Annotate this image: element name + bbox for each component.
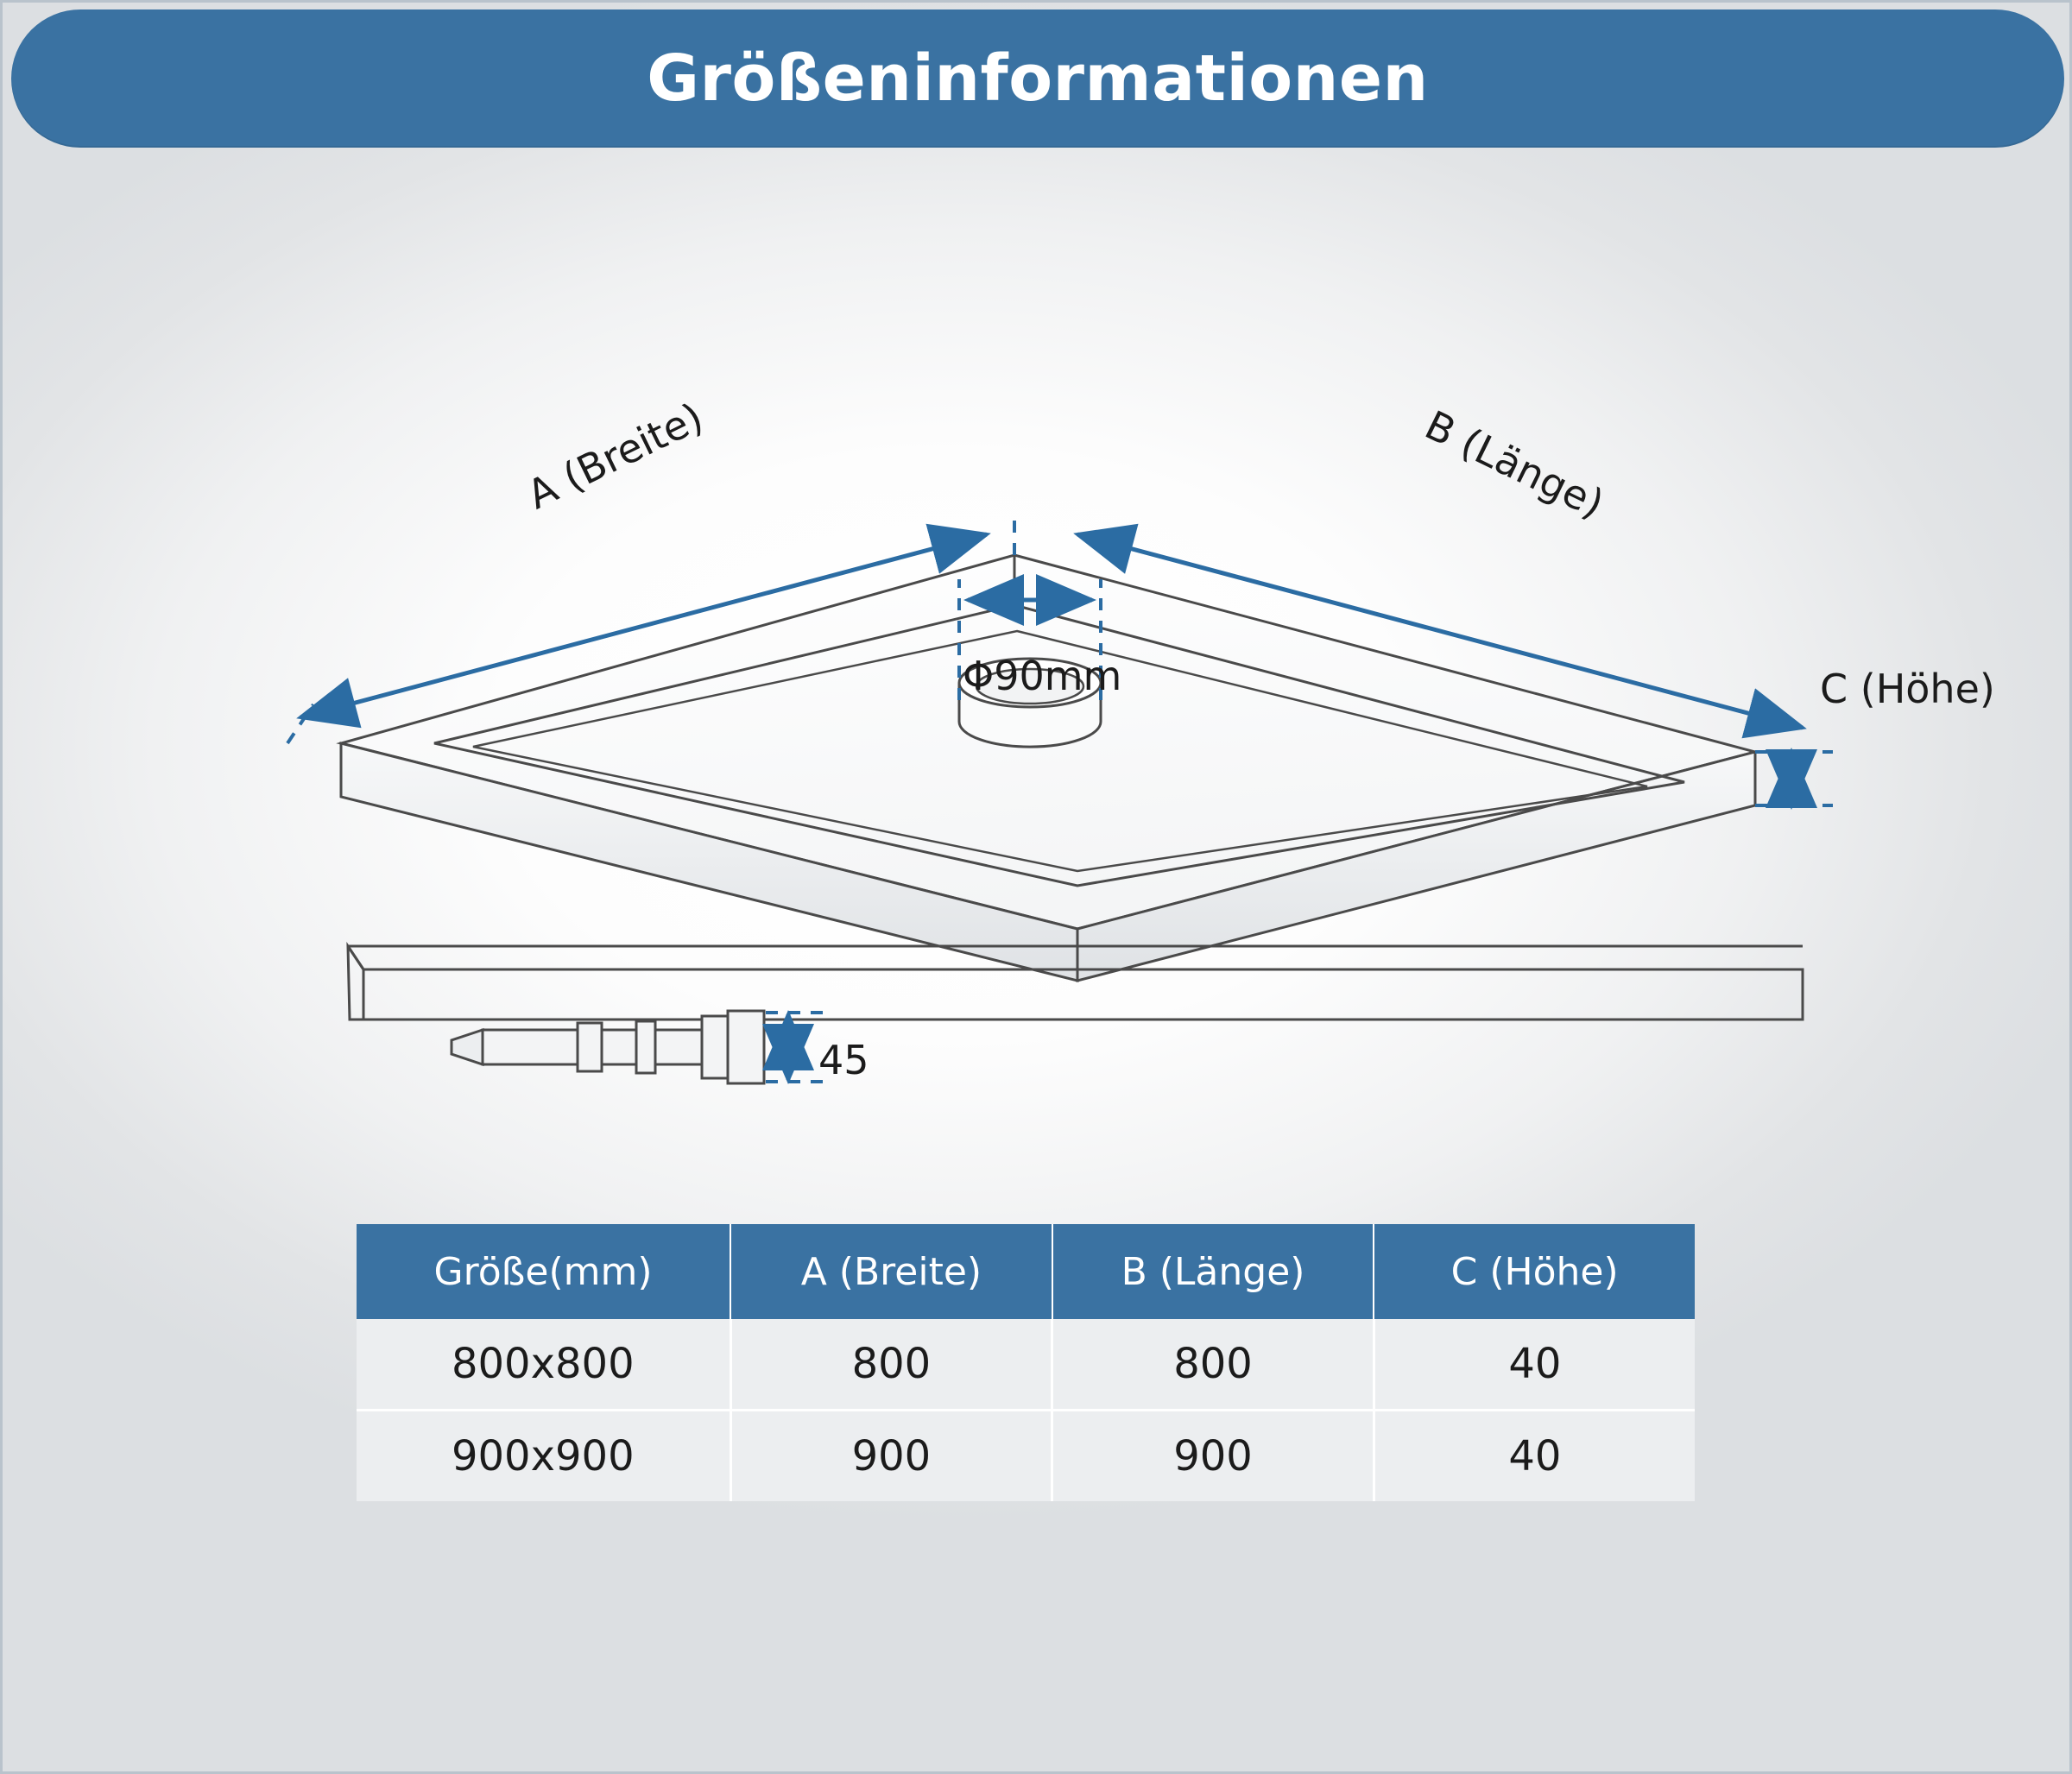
dimension-label-c: C (Höhe) [1820,666,1995,712]
cell-size: 900x900 [357,1411,730,1502]
column-header-a: A (Breite) [730,1224,1052,1319]
dimension-label-waste-height: 45 [818,1037,869,1083]
cell-size: 800x800 [357,1319,730,1411]
column-header-b: B (Länge) [1052,1224,1374,1319]
column-header-size: Größe(mm) [357,1224,730,1319]
cell-b: 900 [1052,1411,1374,1502]
cell-b: 800 [1052,1319,1374,1411]
size-table [357,1224,1695,1501]
dimension-label-a: A (Breite) [520,393,711,519]
table-row [357,1319,1695,1411]
technical-drawing [3,148,2072,1184]
header-banner [11,9,2064,148]
tray-body [339,553,1755,981]
cell-c: 40 [1374,1411,1695,1502]
cell-c: 40 [1374,1319,1695,1411]
column-header-c: C (Höhe) [1374,1224,1695,1319]
page-title: Größeninformationen [647,41,1429,116]
table-header-row [357,1224,1695,1319]
dimension-label-drain-diameter: Φ90mm [963,653,1122,699]
cell-a: 800 [730,1319,1052,1411]
cell-a: 900 [730,1411,1052,1502]
dimension-label-b: B (Länge) [1418,401,1612,528]
table-row [357,1411,1695,1502]
